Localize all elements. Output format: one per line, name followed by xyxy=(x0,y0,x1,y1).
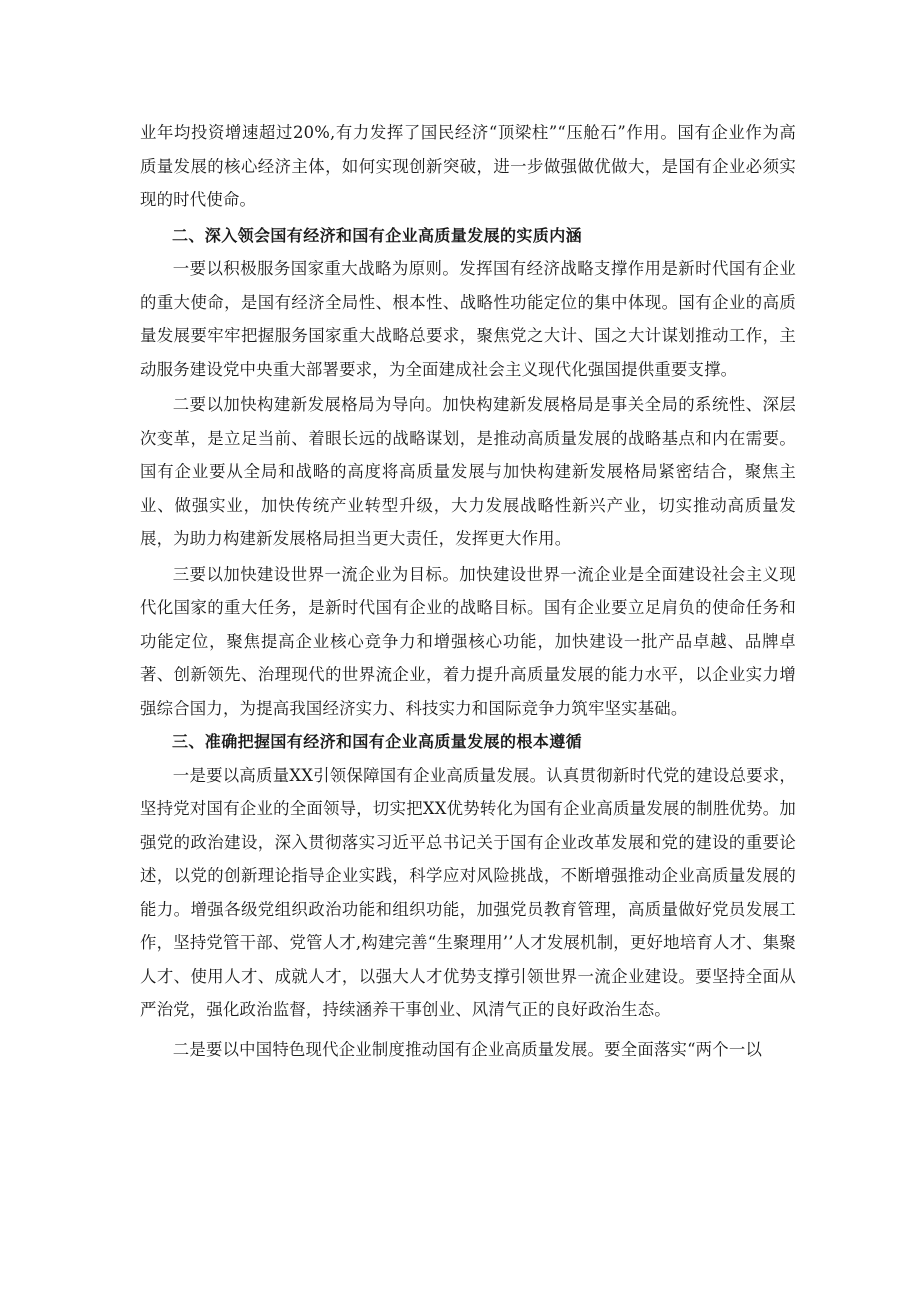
paragraph-2-1: 一要以积极服务国家重大战略为原则。发挥国有经济战略支撑作用是新时代国有企业的重大使命，是国有经济全局性、根本性、战略性功能定位的集中体现。国有企业的高质量发展要牢牢把握服务国家重大战略总要求，聚焦党之大计、国之大计谋划推动工作，主动服务建设党中央重大部署要求，为全面建成社会主义现代化强国提供重要支撑。 xyxy=(140,259,796,379)
paragraph-3-1: 一是要以高质量XX引领保障国有企业高质量发展。认真贯彻新时代党的建设总要求，坚持党对国有企业的全面领导，切实把XX优势转化为国有企业高质量发展的制胜优势。加强党的政治建设，深入贯彻落实习近平总书记关于国有企业改革发展和党的建设的重要论述，以党的创新理论指导企业实践，科学应对风险挑战，不断增强推动企业高质量发展的能力。增强各级党组织政治功能和组织功能，加强党员教育管理，高质量做好党员发展工作，坚持党管干部、党管人才,构建完善“生聚理用’’人才发展机制，更好地培育人才、集聚人才、使用人才、成就人才，以强大人才优势支撑引领世界一流企业建设。要坚持全面从严治党，强化政治监督，持续涵养干事创业、风清气正的良好政治生态。 xyxy=(140,765,796,1019)
paragraph-2-2: 二要以加快构建新发展格局为导向。加快构建新发展格局是事关全局的系统性、深层次变革，是立足当前、着眼长远的战略谋划，是推动高质量发展的战略基点和内在需要。国有企业要从全局和战略的高度将高质量发展与加快构建新发展格局紧密结合，聚焦主业、做强实业，加快传统产业转型升级，大力发展战略性新兴产业，切实推动高质量发展，为助力构建新发展格局担当更大责任，发挥更大作用。 xyxy=(140,395,796,548)
document-body xyxy=(140,116,796,1066)
paragraph-continuation: 业年均投资增速超过20%,有力发挥了国民经济“顶梁柱”“压舱石”作用。国有企业作为高质量发展的核心经济主体，如何实现创新突破，进一步做强做优做大，是国有企业必须实现的时代使命。 xyxy=(140,123,796,209)
paragraph-2-3: 三要以加快建设世界一流企业为目标。加快建设世界一流企业是全面建设社会主义现代化国家的重大任务，是新时代国有企业的战略目标。国有企业要立足肩负的使命任务和功能定位，聚焦提高企业核心竞争力和增强核心功能，加快建设一批产品卓越、品牌卓著、创新领先、治理现代的世界流企业，着力提升高质量发展的能力水平，以企业实力增强综合国力，为提高我国经济实力、科技实力和国际竞争力筑牢坚实基础。 xyxy=(140,564,796,718)
paragraph-3-2: 二是要以中国特色现代企业制度推动国有企业高质量发展。要全面落实“两个一以 xyxy=(172,1039,763,1059)
section-heading-3: 三、准确把握国有经济和国有企业高质量发展的根本遵循 xyxy=(172,732,583,751)
section-heading-2: 二、深入领会国有经济和国有企业高质量发展的实质内涵 xyxy=(172,225,583,245)
